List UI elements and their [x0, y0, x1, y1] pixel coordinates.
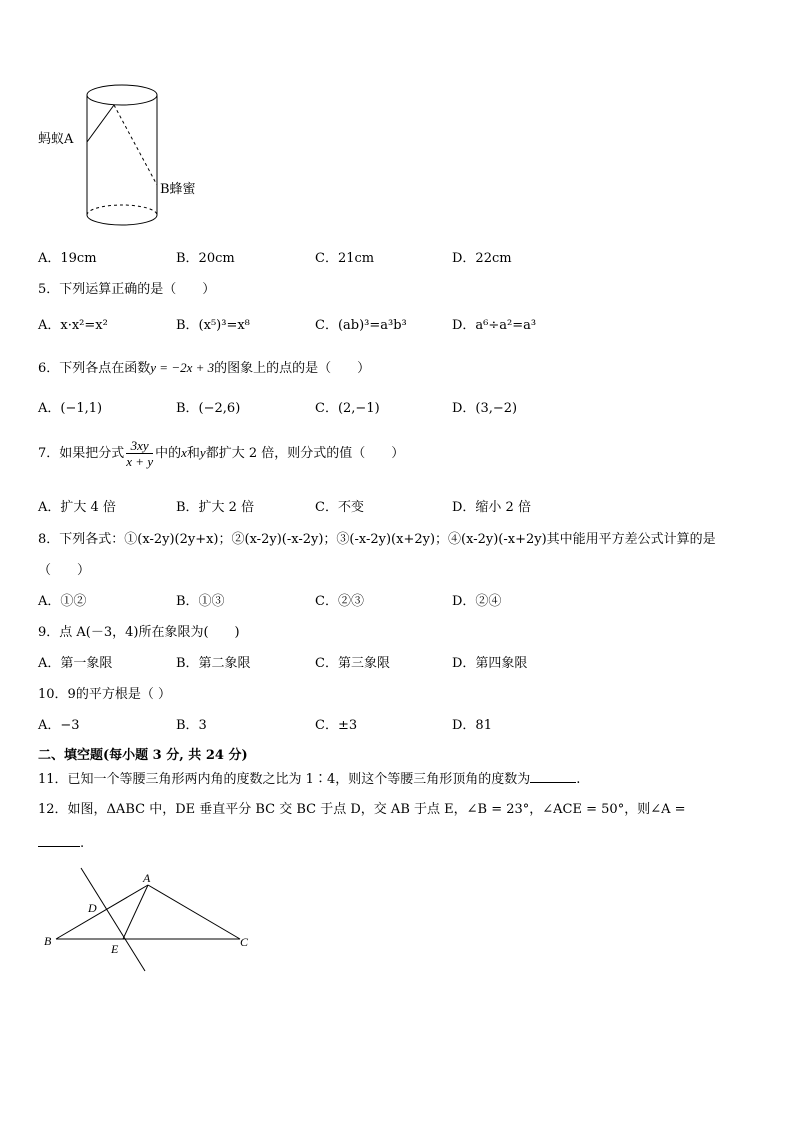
q11-end: . — [576, 772, 581, 787]
q6-option-d[interactable]: D．(3,−2) — [452, 401, 518, 416]
q7-var-y: y — [199, 445, 206, 460]
q10-option-b[interactable]: B．3 — [176, 718, 207, 733]
q7-stem-mid: 中的 — [155, 446, 182, 461]
q9-option-a[interactable]: A．第一象限 — [38, 656, 113, 671]
cylinder-label-a: 蚂蚁A — [38, 132, 74, 147]
q7-option-b[interactable]: B．扩大 2 倍 — [176, 500, 255, 515]
q4-option-a[interactable]: A．19cm — [38, 251, 97, 266]
triangle-figure — [36, 860, 266, 980]
q7-stem-and: 和 — [186, 446, 200, 461]
q8-option-b[interactable]: B．①③ — [176, 594, 225, 609]
q7-fraction — [126, 438, 153, 469]
q5-option-d[interactable]: D．a⁶÷a²=a³ — [452, 318, 537, 333]
q6-option-c[interactable]: C．(2,−1) — [315, 401, 380, 416]
q7-fraction-denominator: x + y — [126, 454, 154, 469]
triangle-label-c: C — [240, 935, 249, 949]
q11-stem — [38, 772, 580, 788]
q7-option-a[interactable]: A．扩大 4 倍 — [38, 500, 116, 515]
q6-stem-pre: 6．下列各点在函数 — [38, 361, 151, 376]
q8-stem-cont: （ ） — [38, 563, 91, 578]
triangle-label-d: D — [88, 901, 97, 915]
q4-option-c[interactable]: C．21cm — [315, 251, 375, 266]
q7-var-x: x — [181, 445, 187, 460]
q7-stem-pre: 7．如果把分式 — [38, 446, 125, 461]
q6-stem — [38, 360, 370, 377]
q11-answer-blank[interactable] — [530, 782, 576, 783]
q6-option-b[interactable]: B．(−2,6) — [176, 401, 241, 416]
q8-option-a[interactable]: A．①② — [38, 594, 87, 609]
section-2-title: 二、填空题(每小题 3 分, 共 24 分) — [38, 748, 248, 763]
q8-option-d[interactable]: D．②④ — [452, 594, 502, 609]
q5-option-b[interactable]: B．(x⁵)³=x⁸ — [176, 318, 250, 333]
q7-stem-post: 都扩大 2 倍，则分式的值（ ） — [205, 446, 405, 461]
q9-option-c[interactable]: C．第三象限 — [315, 656, 390, 671]
cylinder-label-b: B蜂蜜 — [160, 182, 196, 197]
q7-fraction-numerator: 3xy — [126, 438, 153, 454]
triangle-label-e: E — [111, 942, 119, 956]
q7-option-d[interactable]: D．缩小 2 倍 — [452, 500, 531, 515]
cylinder-figure — [36, 82, 216, 242]
q4-option-b[interactable]: B．20cm — [176, 251, 235, 266]
q12-end: . — [80, 836, 85, 851]
q9-stem: 9．点 A(－3，4)所在象限为( ) — [38, 625, 240, 640]
q12-answer-blank[interactable] — [38, 834, 80, 847]
q6-function: y = −2x + 3 — [150, 360, 215, 375]
triangle-label-b: B — [44, 934, 52, 948]
q10-option-c[interactable]: C．±3 — [315, 718, 358, 733]
q11-stem-text: 11．已知一个等腰三角形两内角的度数之比为 1∶4，则这个等腰三角形顶角的度数为 — [38, 772, 531, 787]
q7-option-c[interactable]: C．不变 — [315, 500, 364, 515]
q5-stem: 5．下列运算正确的是（ ） — [38, 282, 216, 297]
q5-option-c[interactable]: C．(ab)³=a³b³ — [315, 318, 407, 333]
q10-option-a[interactable]: A．−3 — [38, 718, 80, 733]
q5-option-a[interactable]: A．x·x²=x² — [38, 318, 108, 333]
q4-option-d[interactable]: D．22cm — [452, 251, 512, 266]
q10-stem: 10．9的平方根是（ ） — [38, 687, 171, 702]
q9-option-d[interactable]: D．第四象限 — [452, 656, 528, 671]
q12-answer-line — [38, 834, 84, 852]
q6-option-a[interactable]: A．(−1,1) — [38, 401, 103, 416]
q10-option-d[interactable]: D．81 — [452, 718, 492, 733]
q12-stem: 12．如图，ΔABC 中，DE 垂直平分 BC 交 BC 于点 D，交 AB 于点 E，∠B = 23°，∠ACE = 50°，则∠A = — [38, 802, 686, 817]
q8-stem: 8．下列各式：①(x-2y)(2y+x)；②(x-2y)(-x-2y)；③(-x-2y)(x+2y)；④(x-2y)(-x+2y)其中能用平方差公式计算的是 — [38, 532, 716, 547]
triangle-label-a: A — [143, 871, 151, 885]
q6-stem-post: 的图象上的点的是（ ） — [214, 361, 371, 376]
q9-option-b[interactable]: B．第二象限 — [176, 656, 251, 671]
q8-option-c[interactable]: C．②③ — [315, 594, 364, 609]
q7-stem — [38, 438, 404, 469]
